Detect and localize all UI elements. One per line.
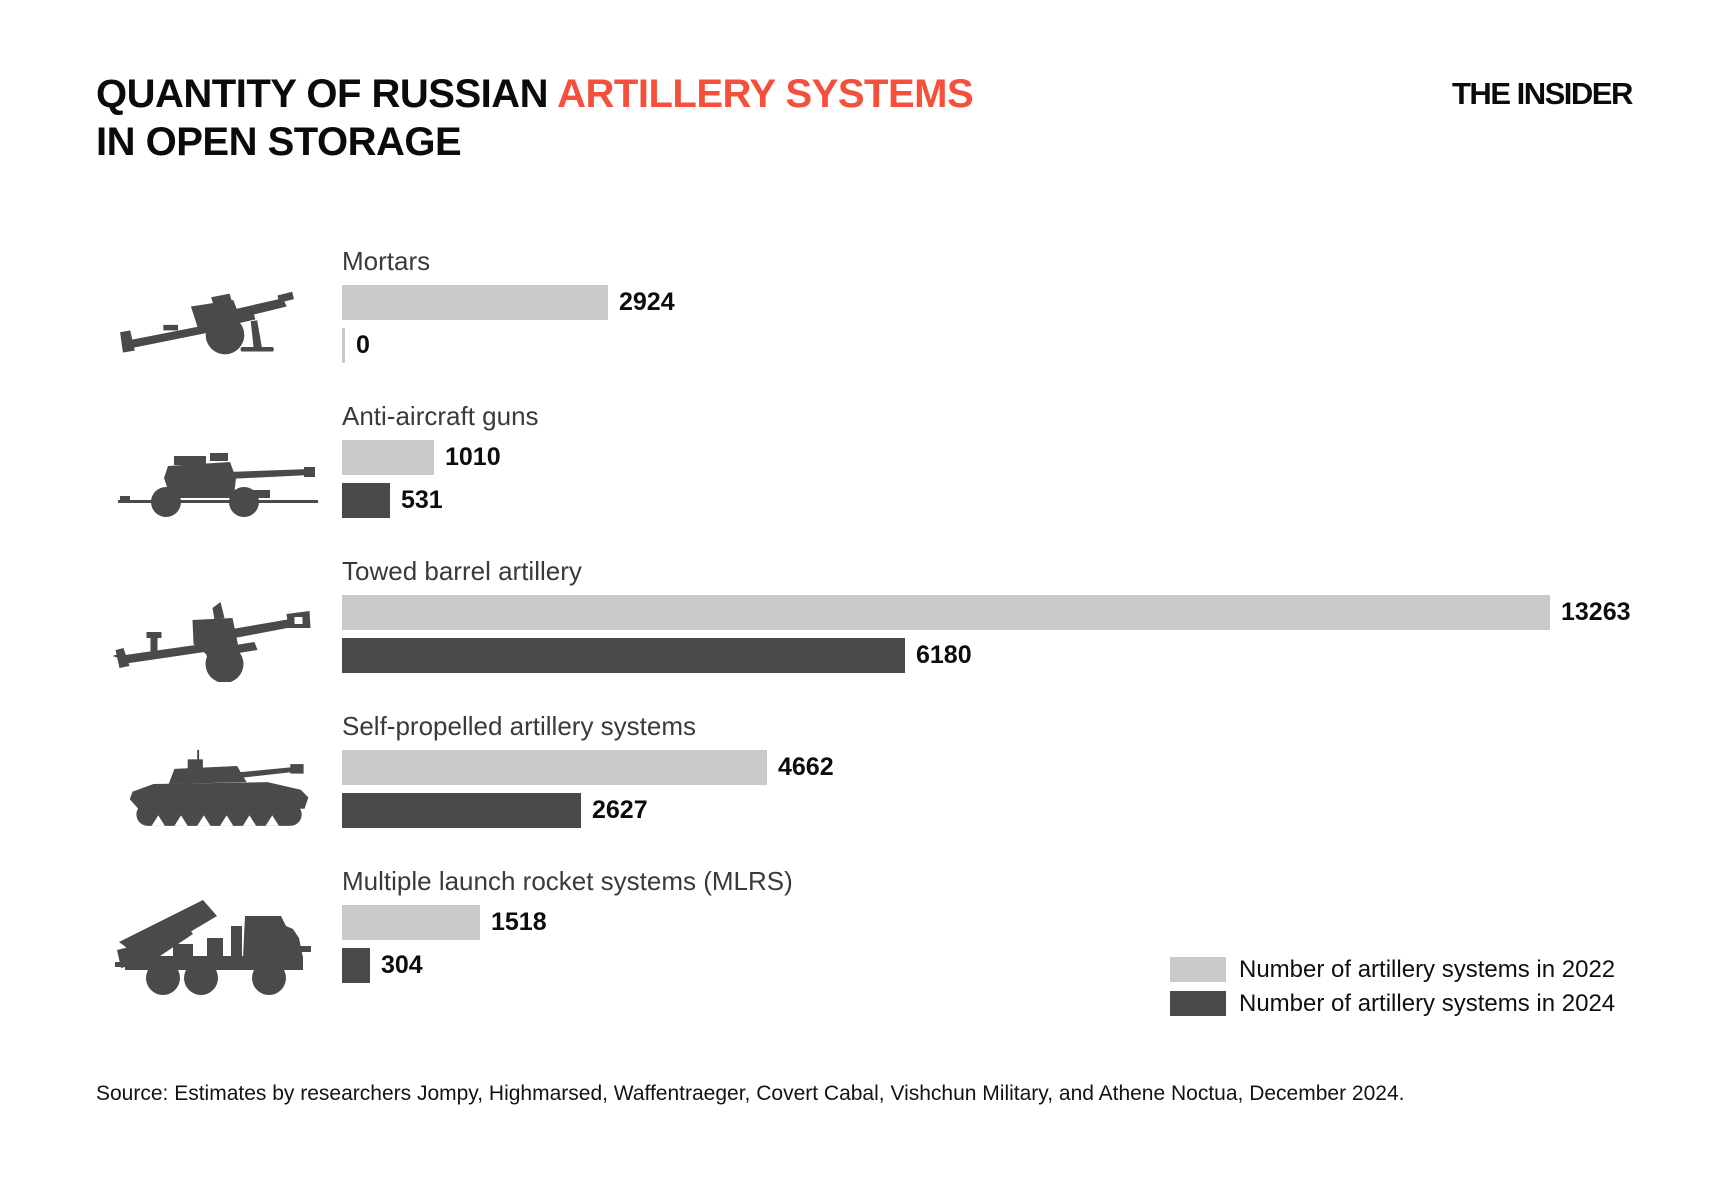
bar-row-2022: [342, 285, 675, 320]
bar-row-2024: [342, 793, 834, 828]
title-part-red: ARTILLERY SYSTEMS: [557, 72, 974, 116]
chart-group-anti-aircraft: [342, 401, 539, 526]
bar-value-label: 2924: [619, 288, 675, 316]
bar-2022: [342, 285, 608, 320]
bar-value-label: 2627: [592, 796, 648, 824]
chart-group-towed-artillery: [342, 556, 1631, 681]
category-label: Anti-aircraft guns: [342, 401, 539, 431]
bar-value-label: 0: [356, 331, 370, 359]
category-label: Multiple launch rocket systems (MLRS): [342, 866, 793, 896]
legend-item-2024: [1170, 991, 1615, 1016]
bar-row-2022: [342, 750, 834, 785]
bar-value-label: 304: [381, 951, 423, 979]
bar-value-label: 1010: [445, 443, 501, 471]
chart-group-mortars: [342, 246, 675, 371]
legend-swatch-2022: [1170, 957, 1226, 982]
bar-row-2024: [342, 328, 675, 363]
legend-item-2022: [1170, 957, 1615, 982]
mlrs-truck-icon: [115, 888, 315, 1000]
bar-row-2022: [342, 905, 793, 940]
bar-value-label: 531: [401, 486, 443, 514]
bar-row-2024: [342, 483, 539, 518]
source-note: Source: Estimates by researchers Jompy, Highmarsed, Waffentraeger, Covert Cabal, Vishchun Military, and Athene Noctua, December 2024.: [96, 1082, 1405, 1105]
bar-2022: [342, 905, 480, 940]
bar-value-label: 1518: [491, 908, 547, 936]
bar-2022: [342, 750, 767, 785]
bar-2024: [342, 948, 370, 983]
bar-row-2024: [342, 948, 793, 983]
bar-value-label: 6180: [916, 641, 972, 669]
legend-label: Number of artillery systems in 2024: [1239, 989, 1616, 1017]
bar-value-label: 13263: [1561, 598, 1631, 626]
bar-2024: [342, 328, 345, 363]
bar-2022: [342, 595, 1550, 630]
legend-label: Number of artillery systems in 2022: [1239, 955, 1616, 983]
self-propelled-artillery-icon: [125, 742, 315, 828]
page-title: [96, 70, 973, 166]
bar-value-label: 4662: [778, 753, 834, 781]
legend: [1170, 957, 1615, 1025]
bar-2022: [342, 440, 434, 475]
title-part-black: QUANTITY OF RUSSIAN: [96, 72, 558, 116]
howitzer-icon: [100, 596, 325, 682]
chart-group-self-propelled: [342, 711, 834, 836]
chart-group-mlrs: [342, 866, 793, 991]
bar-2024: [342, 638, 905, 673]
field-gun-icon: [115, 266, 300, 358]
bar-row-2022: [342, 440, 539, 475]
category-label: Mortars: [342, 246, 431, 276]
title-line2: IN OPEN STORAGE: [96, 120, 462, 164]
category-label: Self-propelled artillery systems: [342, 711, 697, 741]
bar-2024: [342, 793, 581, 828]
category-label: Towed barrel artillery: [342, 556, 582, 586]
anti-aircraft-gun-icon: [98, 438, 338, 518]
bar-row-2022: [342, 595, 1631, 630]
legend-swatch-2024: [1170, 991, 1226, 1016]
the-insider-logo: THE INSIDER: [1452, 76, 1632, 111]
bar-row-2024: [342, 638, 1631, 673]
bar-2024: [342, 483, 390, 518]
